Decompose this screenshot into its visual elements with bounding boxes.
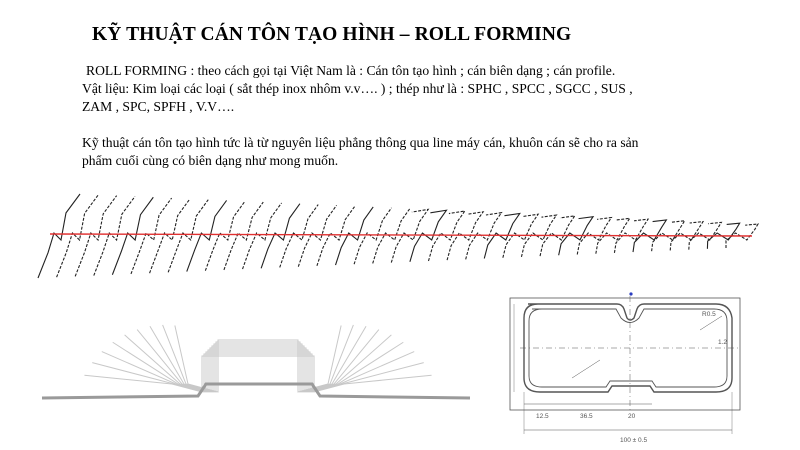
dim-label: 20 [628,413,636,420]
reference-point-marker [629,292,632,295]
paragraph-technique-line2: phẩm cuối cùng có biên dạng như mong muốn. [82,153,339,168]
dim-label: 36.5 [580,413,593,420]
paragraph-materials-line2: ZAM , SPC, SPFH , V.V…. [82,99,235,114]
slide-title: KỸ THUẬT CÁN TÔN TẠO HÌNH – ROLL FORMING [92,24,572,45]
paragraph-technique-line1: Kỹ thuật cán tôn tạo hình tức là từ nguyên liệu phẳng thông qua line máy cán, khuôn cán sẽ cho ra sản [82,135,639,150]
dim-label: 1.2 [718,339,728,346]
paragraph-roll-forming-definition: ROLL FORMING : theo cách gọi tại Việt Nam là : Cán tôn tạo hình ; cán biên dạng ; cán profile. [86,63,616,78]
dimension-labels [536,311,727,444]
leader-line [700,316,722,330]
dim-label: 12.5 [536,413,549,420]
dim-label: R0.5 [702,311,716,318]
dim-label: 100 ± 0.5 [620,437,648,444]
paragraph-materials-line1: Vật liệu: Kim loại các loại ( sắt thép inox nhôm v.v…. ) ; thép như là : SPHC , SPCC , SGCC , SUS , [82,81,633,96]
leader-line [572,360,600,378]
